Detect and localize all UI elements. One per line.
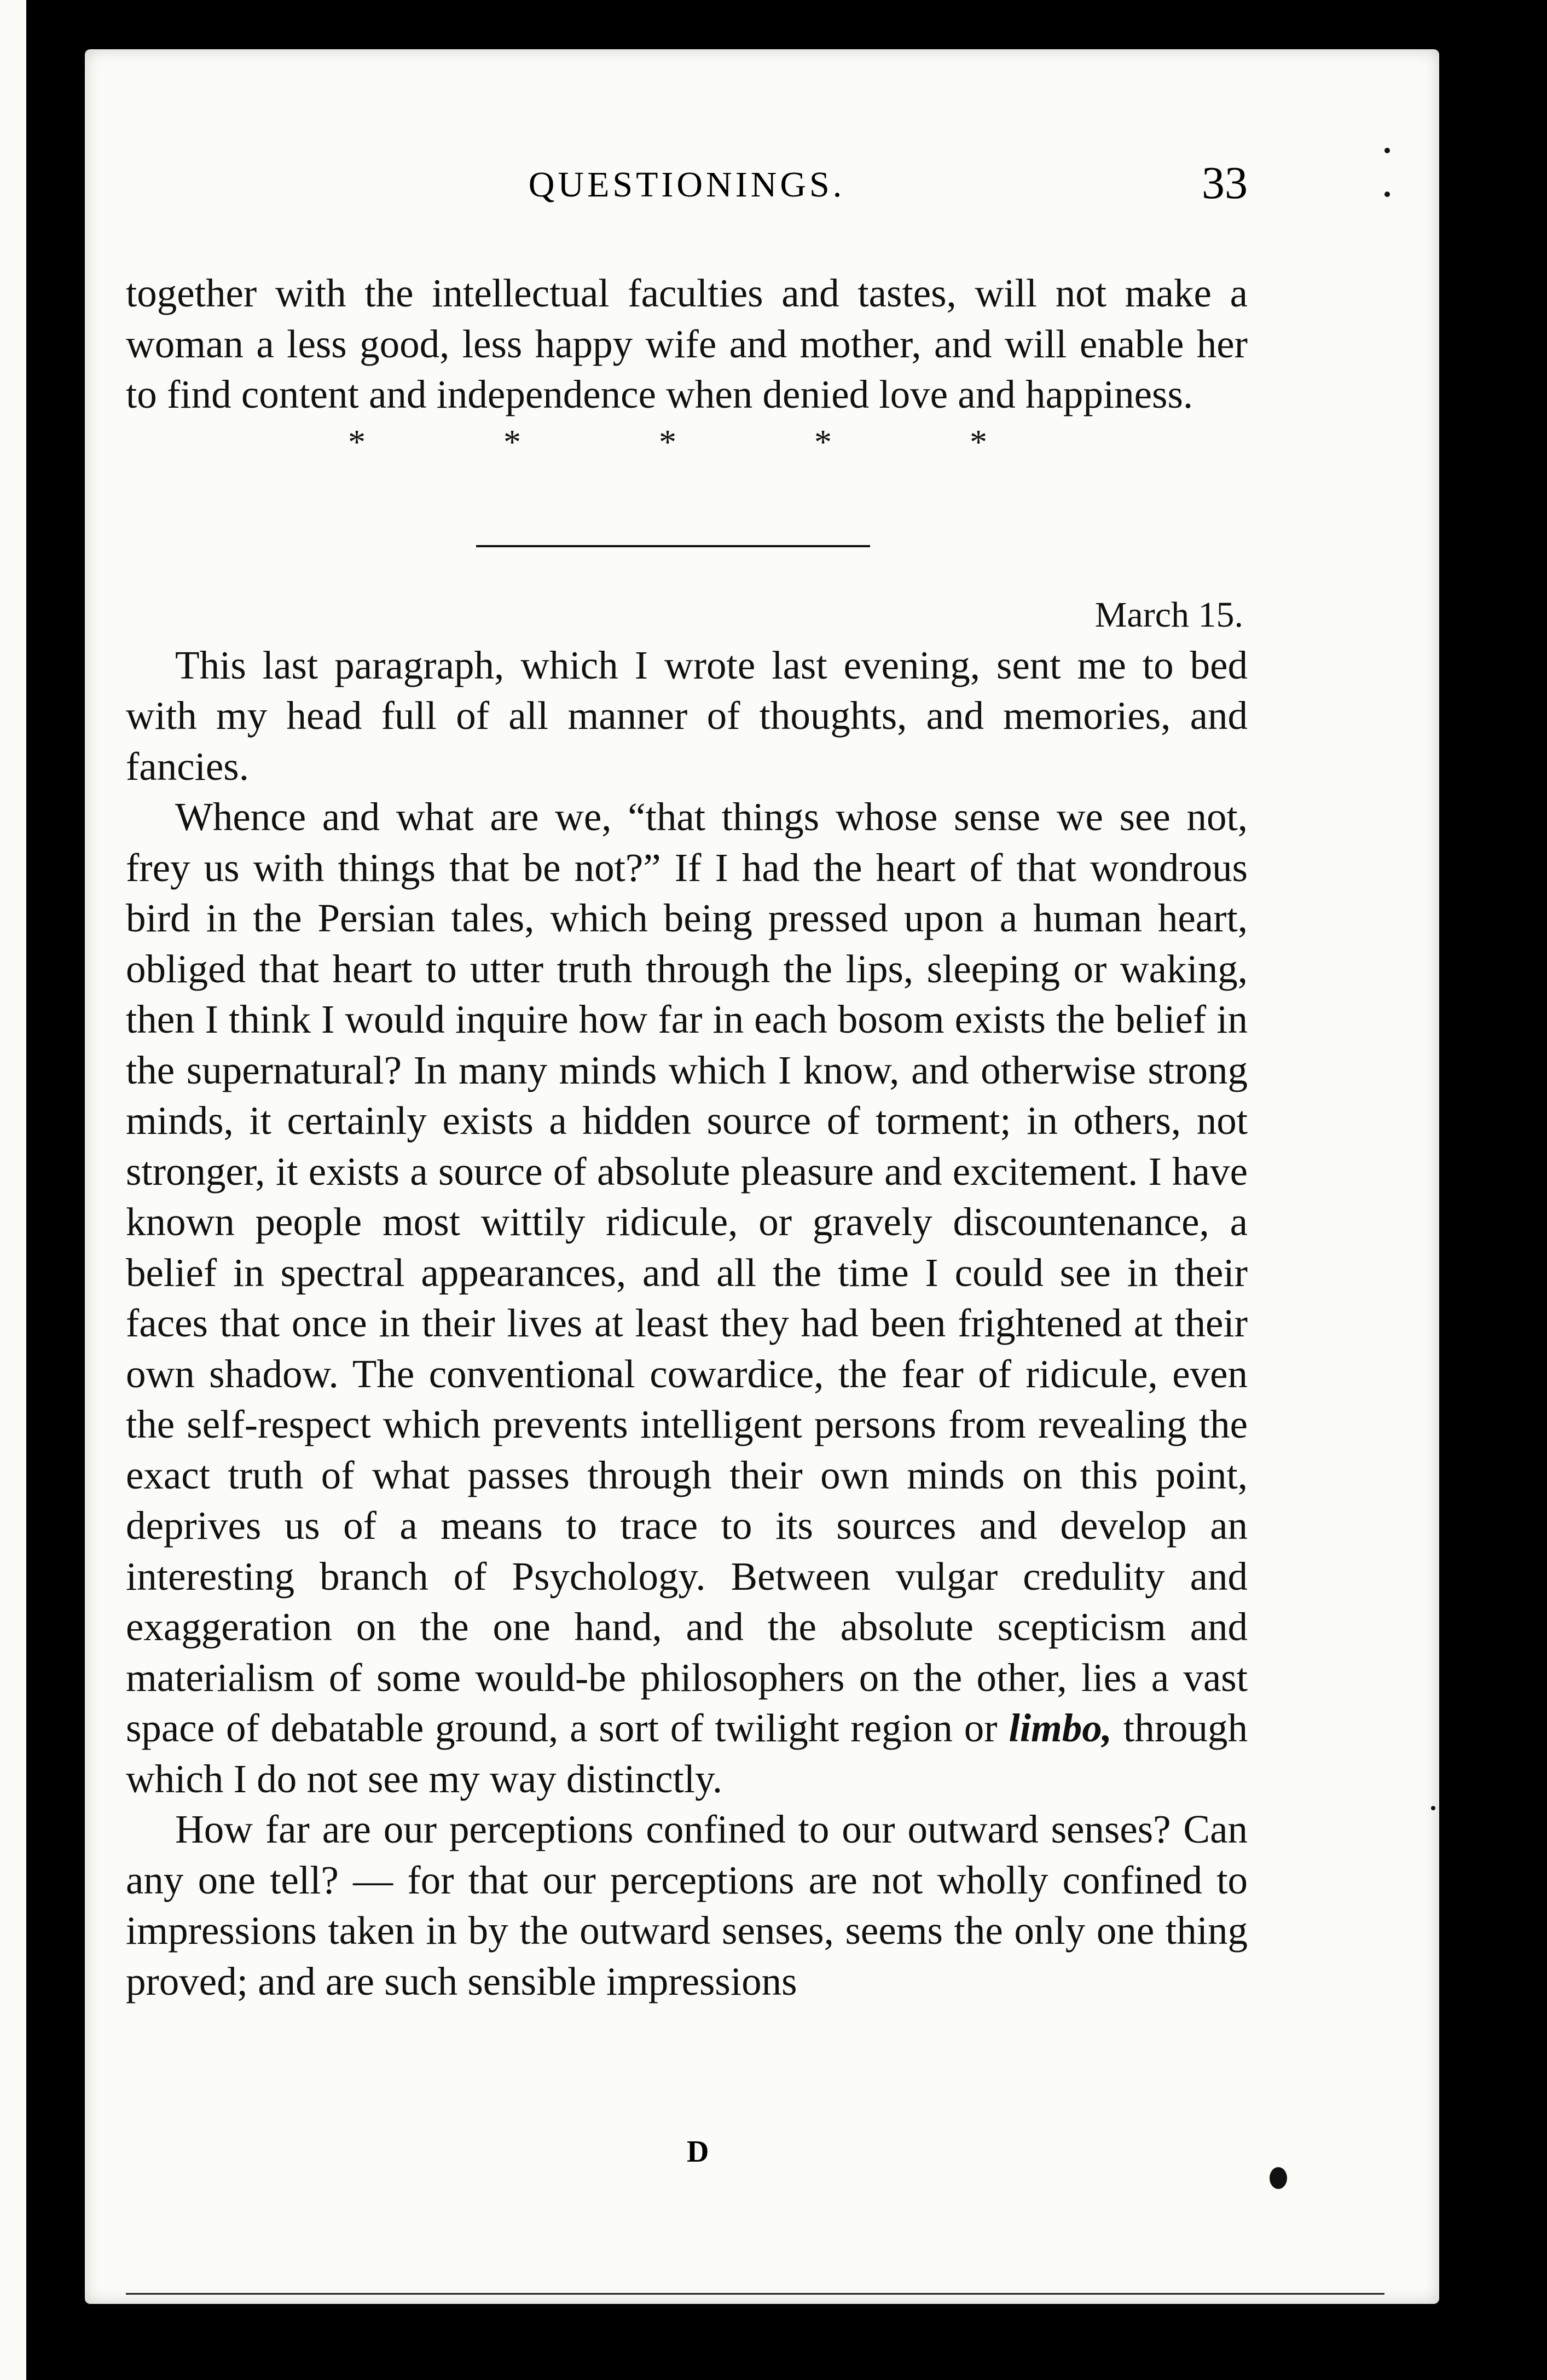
left-page-edge xyxy=(0,0,26,2380)
paragraph-4: How far are our perceptions confined to our outward senses? Can any one tell? — for that our perceptions are not wholly confined to impressions taken in by the outward senses, seems the only one thing proved; and are such sensible impressions xyxy=(126,1807,1248,2003)
paragraph-2: This last paragraph, which I wrote last evening, sent me to bed with my head full of all manner of thoughts, and memories, and fancies. xyxy=(126,642,1248,789)
asterism-row xyxy=(279,417,1056,467)
bottom-edge-line xyxy=(126,2293,1384,2295)
running-head: QUESTIONINGS. xyxy=(528,165,845,205)
paragraph-3 xyxy=(126,792,1248,1804)
paragraph-3-text: Whence and what are we, “that things whose sense we see not, frey us with things that be not?” If I had the heart of that wondrous bird in the Persian tales, which being pressed upon a human heart, obliged that heart to utter truth through the lips, sleeping or waking, then I think I would inquire how far in each bosom exists the belief in the supernatural? In many minds which I know, and otherwise strong minds, it certainly exists a hidden source of torment; in others, not stronger, it exists a source of absolute pleasure and excitement. I have known people most wittily ridicule, or gravely discountenance, a belief in spectral appearances, and all the time I could see in their faces that once in their lives at least they had been frightened at their own shadow. The conventional cowardice, the fear of ridicule, even the self-respect which prevents intelligent persons from revealing the exact truth of what passes through their own minds on this point, deprives us of a means to trace to its sources and develop an interesting branch of Psychology. Between vulgar credulity and exaggeration on the one hand, and the absolute scepticism and materialism of some would-be philosophers on the other, lies a vast space of debatable ground, a sort of twilight region or xyxy=(126,795,1248,1750)
ink-spot xyxy=(1384,148,1390,153)
page-number: 33 xyxy=(1202,158,1248,209)
asterism: * xyxy=(503,422,521,461)
section-rule xyxy=(476,545,870,547)
ink-spot xyxy=(1270,2167,1287,2189)
ink-spot xyxy=(1431,1806,1435,1810)
asterism: * xyxy=(348,422,366,461)
asterism: * xyxy=(814,422,832,461)
asterism: * xyxy=(659,422,676,461)
signature-mark: D xyxy=(687,2135,709,2169)
paragraph-1: together with the intellectual faculties and tastes, will not make a woman a less good, less happy wife and mother, and will enable her to find content and independence when denied love and happiness. xyxy=(126,271,1248,416)
paragraph-3-end: through which I do not see my way distinctly. xyxy=(126,1706,1248,1801)
ink-spot xyxy=(1384,192,1390,197)
italic-word: limbo, xyxy=(1009,1706,1113,1750)
dateline: March 15. xyxy=(1094,594,1243,635)
page-body xyxy=(126,268,1248,2007)
asterism: * xyxy=(970,422,987,461)
page-header xyxy=(126,142,1248,230)
